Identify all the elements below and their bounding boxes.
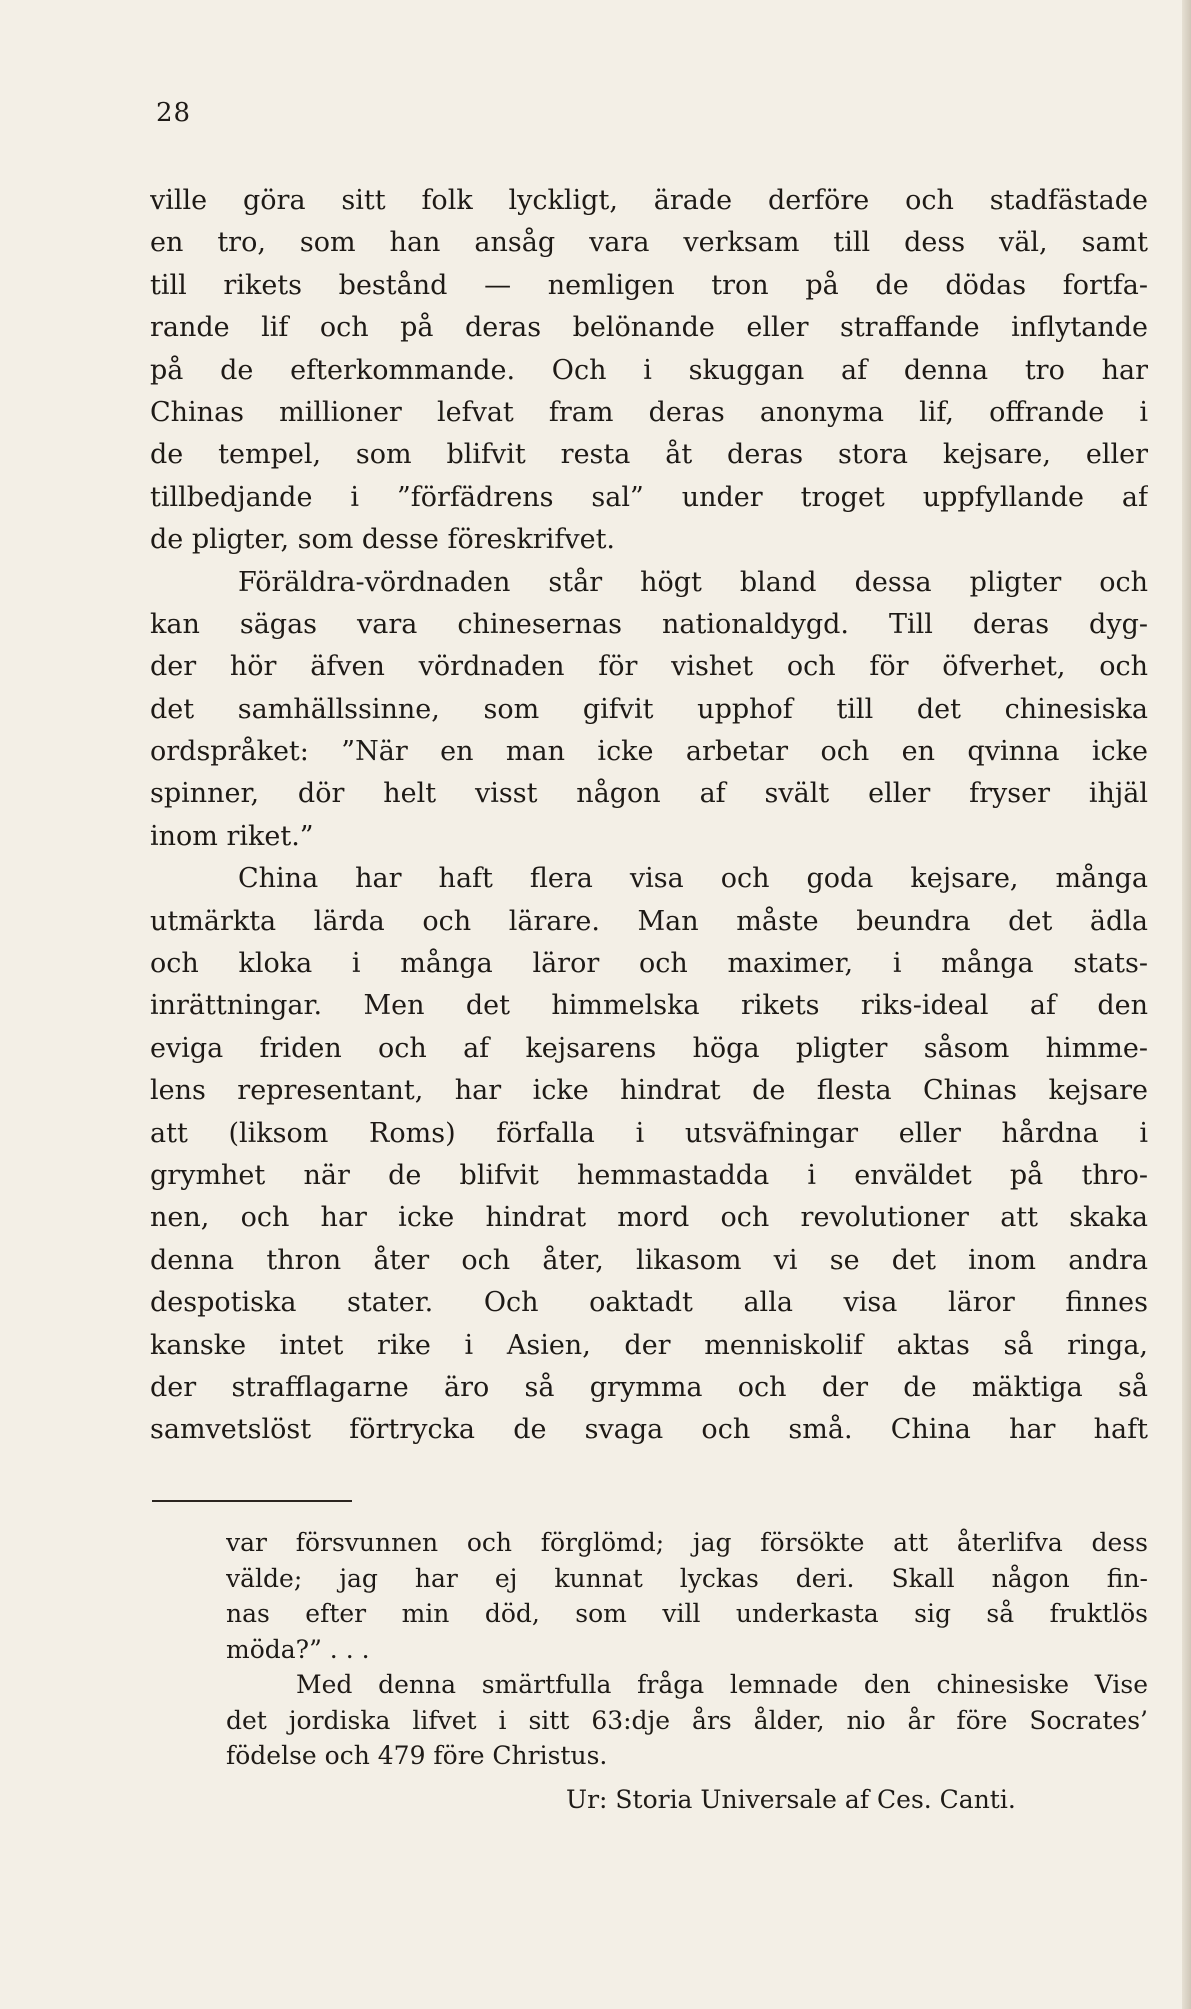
text-line: Chinas millioner lefvat fram deras anonyma lif, offrande i [150,396,1148,428]
text-line: de pligter, som desse föreskrifvet. [150,524,615,556]
text-line: ordspråket: ”När en man icke arbetar och en qvinna icke [150,736,1148,768]
text-line: ville göra sitt folk lyckligt, ärade derföre och stadfästade [150,185,1148,216]
page-number: 28 [156,98,192,128]
footnote-line: välde; jag har ej kunnat lyckas deri. Skall någon fin- [226,1563,1148,1593]
footnote-line: födelse och 479 före Christus. [226,1741,608,1770]
text-line: och kloka i många läror och maximer, i många stats- [150,948,1148,980]
text-line: kan sägas vara chinesernas nationaldygd. Till deras dyg- [150,608,1148,640]
text-line: till rikets bestånd — nemligen tron på de dödas fortfa- [150,269,1148,301]
text-line: Föräldra-vördnaden står högt bland dessa pligter och [238,566,1148,598]
text-line: nen, och har icke hindrat mord och revolutioner att skaka [150,1202,1148,1234]
footnote-line: var försvunnen och förglömd; jag försökte att återlifva dess [226,1528,1148,1557]
text-line: att (liksom Roms) förfalla i utsväfningar eller hårdna i [150,1117,1148,1149]
text-line: denna thron åter och åter, likasom vi se det inom andra [150,1244,1148,1276]
text-line: grymhet när de blifvit hemmastadda i enväldet på thro- [150,1159,1148,1191]
text-line: China har haft flera visa och goda kejsare, många [238,863,1148,895]
footnote-source: Ur: Storia Universale af Ces. Canti. [566,1785,1016,1814]
main-text [150,180,1148,1452]
text-line: despotiska stater. Och oaktadt alla visa läror finnes [150,1287,1148,1319]
text-line: inom riket.” [150,820,314,852]
text-line: kanske intet rike i Asien, der menniskolif aktas så ringa, [150,1329,1148,1361]
text-line: spinner, dör helt visst någon af svält eller fryser ihjäl [150,778,1148,810]
footnote-line: möda?” . . . [226,1634,370,1664]
text-line: inrättningar. Men det himmelska rikets riks-ideal af den [150,990,1148,1022]
footnote-rule [152,1500,352,1502]
text-line: rande lif och på deras belönande eller straffande inflytande [150,312,1148,344]
text-line: samvetslöst förtrycka de svaga och små. China har haft [150,1414,1148,1446]
text-line: det samhällssinne, som gifvit upphof till det chinesiska [150,693,1148,725]
text-line: tillbedjande i ”förfädrens sal” under troget uppfyllande af [150,481,1148,513]
footnote [226,1525,1148,1774]
text-line: lens representant, har icke hindrat de flesta Chinas kejsare [150,1075,1148,1107]
footnote-line: Med denna smärtfulla fråga lemnade den chinesiske Vise [296,1670,1148,1699]
text-line: eviga friden och af kejsarens höga pligter såsom himme- [150,1032,1148,1064]
footnote-line: det jordiska lifvet i sitt 63:dje års ålder, nio år före Socrates’ [226,1705,1148,1735]
footnote-line: nas efter min död, som vill underkasta sig så fruktlös [226,1599,1148,1628]
page-edge [1182,0,1191,2009]
text-line: på de efterkommande. Och i skuggan af denna tro har [150,354,1148,386]
text-line: en tro, som han ansåg vara verksam till dess väl, samt [150,227,1148,259]
text-line: de tempel, som blifvit resta åt deras stora kejsare, eller [150,439,1148,471]
text-line: utmärkta lärda och lärare. Man måste beundra det ädla [150,905,1148,937]
text-line: der hör äfven vördnaden för vishet och för öfverhet, och [150,651,1148,683]
text-line: der strafflagarne äro så grymma och der de mäktiga så [150,1371,1148,1403]
